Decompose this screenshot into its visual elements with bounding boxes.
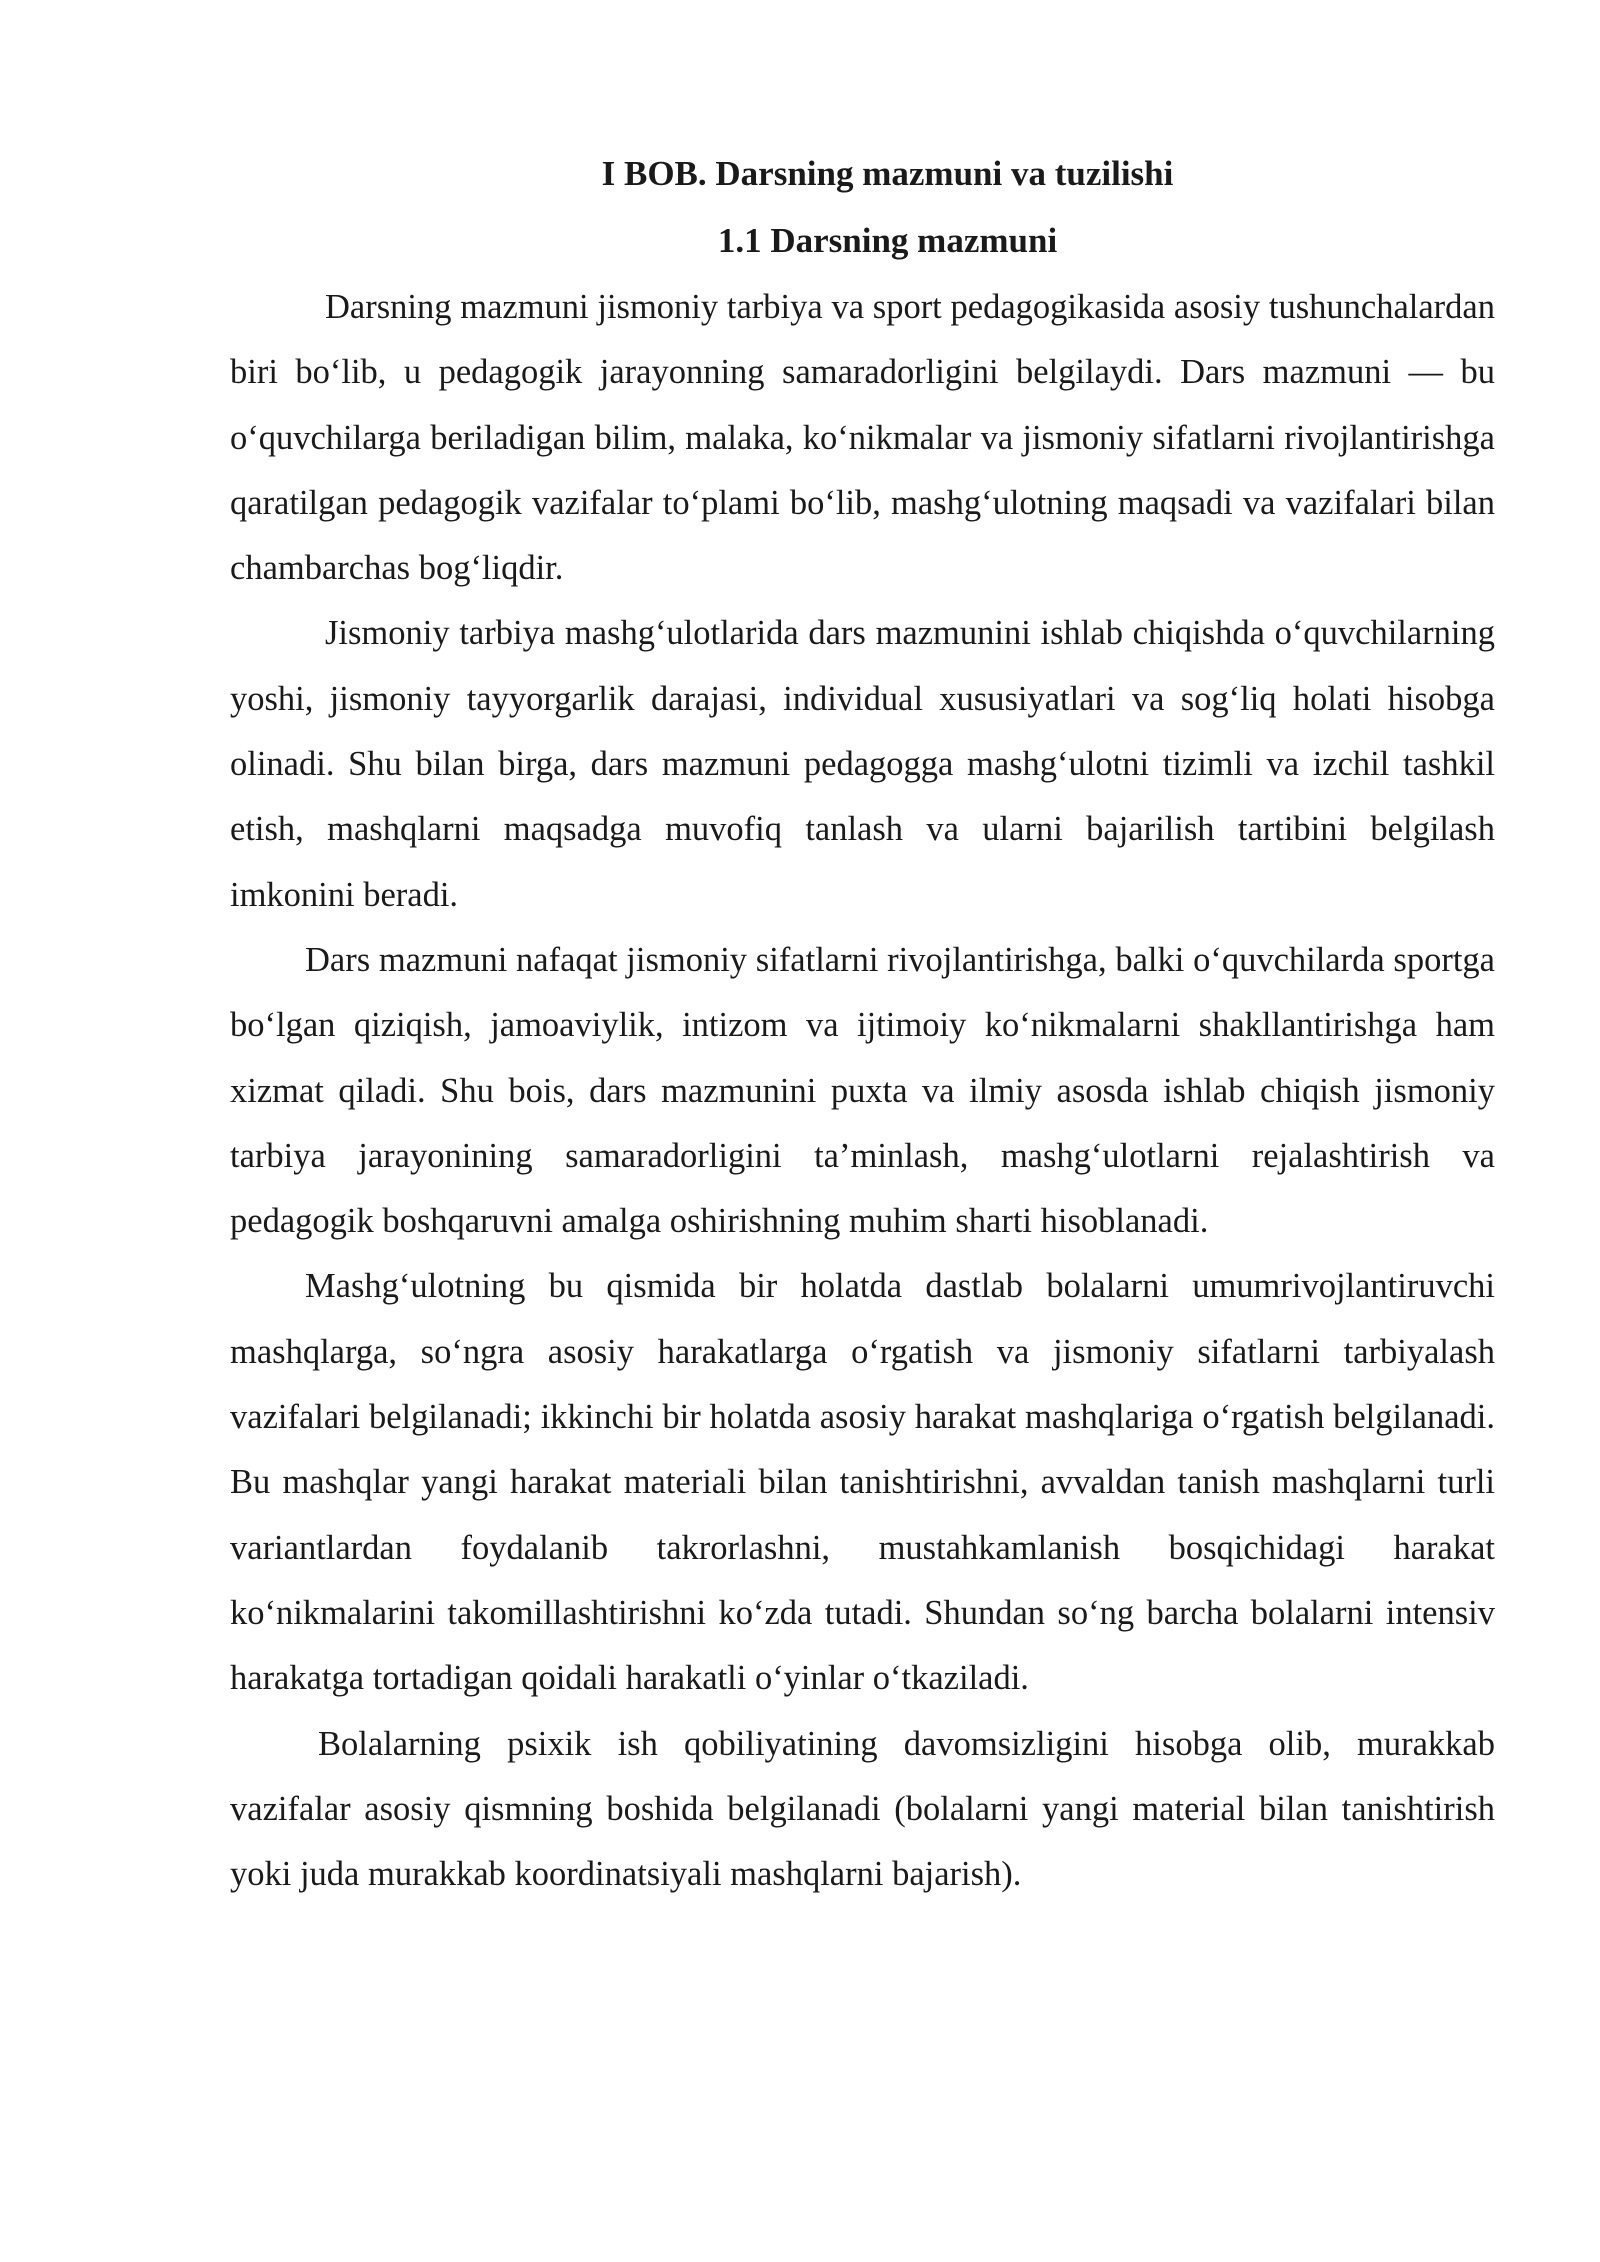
body-paragraph: Mashg‘ulotning bu qismida bir holatda dastlab bolalarni umumrivojlantiruvchi mashqlarga, so‘ngra asosiy harakatlarga o‘rgatish va jismoniy sifatlarni tarbiyalash vazifalari belgilanadi; ikkinchi bir holatda asosiy harakat mashqlariga o‘rgatish belgilanadi. Bu mashqlar yangi harakat materiali bilan tanishtirishni, avvaldan tanish mashqlarni turli variantlardan foydalanib takrorlashni, mustahkamlanish bosqichidagi harakat ko‘nikmalarini takomillashtirishni ko‘zda tutadi. Shundan so‘ng barcha bolalarni intensiv harakatga tortadigan qoidali harakatli o‘yinlar o‘tkaziladi. — [230, 1267, 1495, 1698]
body-paragraph: Jismoniy tarbiya mashg‘ulotlarida dars mazmunini ishlab chiqishda o‘quvchilarning yoshi, jismoniy tayyorgarlik darajasi, individual xususiyatlari va sog‘liq holati hisobga olinadi. Shu bilan birga, dars mazmuni pedagogga mashg‘ulotni tizimli va izchil tashkil etish, mashqlarni maqsadga muvofiq tanlash va ularni bajarilish tartibini belgilash imkonini beradi. — [230, 614, 1495, 914]
document-page — [230, 150, 1495, 1907]
body-paragraph: Bolalarning psixik ish qobiliyatining davomsizligini hisobga olib, murakkab vazifalar asosiy qismning boshida belgilanadi (bolalarni yangi material bilan tanishtirish yoki juda murakkab koordinatsiyali mashqlarni bajarish). — [230, 1724, 1495, 1894]
chapter-title: I BOB. Darsning mazmuni va tuzilishi — [601, 154, 1174, 193]
body-paragraph: Dars mazmuni nafaqat jismoniy sifatlarni rivojlantirishga, balki o‘quvchilarda sportga bo‘lgan qiziqish, jamoaviylik, intizom va ijtimoiy ko‘nikmalarni shakllantirishga ham xizmat qiladi. Shu bois, dars mazmunini puxta va ilmiy asosda ishlab chiqish jismoniy tarbiya jarayonining samaradorligini ta’minlash, mashg‘ulotlarni rejalashtirish va pedagogik boshqaruvni amalga oshirishning muhim sharti hisoblanadi. — [230, 940, 1495, 1241]
section-title: 1.1 Darsning mazmuni — [717, 221, 1058, 260]
body-paragraph: Darsning mazmuni jismoniy tarbiya va sport pedagogikasida asosiy tushunchalardan biri bo‘lib, u pedagogik jarayonning samaradorligini belgilaydi. Dars mazmuni — bu o‘quvchilarga beriladigan bilim, malaka, ko‘nikmalar va jismoniy sifatlarni rivojlantirishga qaratilgan pedagogik vazifalar to‘plami bo‘lib, mashg‘ulotning maqsadi va vazifalari bilan chambarchas bog‘liqdir. — [230, 288, 1495, 588]
